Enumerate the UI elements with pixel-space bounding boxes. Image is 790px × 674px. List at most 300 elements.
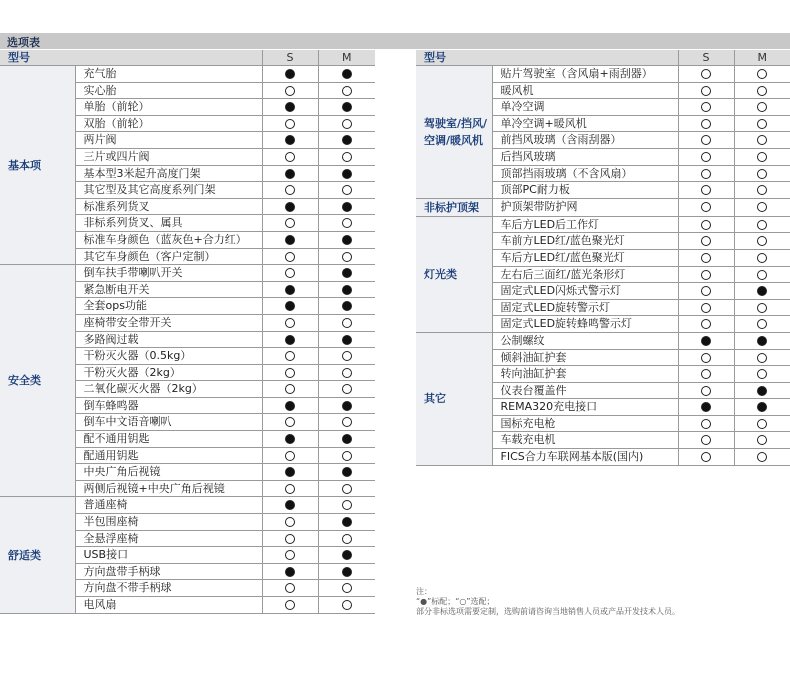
model-m-cell xyxy=(318,248,375,265)
model-s-cell xyxy=(262,281,318,298)
model-s-cell xyxy=(262,381,318,398)
standard-dot-icon xyxy=(285,235,295,245)
option-name: FICS合力车联网基本版(国内) xyxy=(492,449,678,466)
option-name: 倾斜油缸护套 xyxy=(492,349,678,366)
model-header: 型号 xyxy=(0,50,262,66)
model-m-cell xyxy=(318,66,375,83)
model-column-header: M xyxy=(318,50,375,66)
optional-circle-icon xyxy=(757,353,767,363)
model-m-cell xyxy=(318,364,375,381)
option-name: REMA320充电接口 xyxy=(492,399,678,416)
standard-dot-icon xyxy=(342,268,352,278)
model-s-cell xyxy=(262,66,318,83)
model-m-cell xyxy=(318,447,375,464)
optional-circle-icon xyxy=(342,185,352,195)
optional-circle-icon xyxy=(701,185,711,195)
model-m-cell xyxy=(318,480,375,497)
option-name: 基本型3米起升高度门架 xyxy=(75,165,262,182)
option-name: 倒车中文语音喇叭 xyxy=(75,414,262,431)
optional-circle-icon xyxy=(757,202,767,212)
option-name: 电风扇 xyxy=(75,597,262,614)
header-row xyxy=(416,50,790,66)
model-s-cell xyxy=(678,382,734,399)
model-s-cell xyxy=(262,547,318,564)
model-m-cell xyxy=(734,432,790,449)
standard-dot-icon xyxy=(342,285,352,295)
model-m-cell xyxy=(734,182,790,199)
left-options-table xyxy=(0,50,375,614)
model-s-cell xyxy=(262,530,318,547)
model-s-cell xyxy=(678,449,734,466)
model-s-cell xyxy=(678,432,734,449)
optional-circle-icon xyxy=(285,351,295,361)
optional-circle-icon xyxy=(285,368,295,378)
standard-dot-icon xyxy=(342,335,352,345)
option-name: 倒车蜂鸣器 xyxy=(75,397,262,414)
category-label: 安全类 xyxy=(0,265,75,497)
model-s-cell xyxy=(678,198,734,216)
model-s-cell xyxy=(262,480,318,497)
model-s-cell xyxy=(678,283,734,300)
standard-dot-icon xyxy=(757,336,767,346)
model-s-cell xyxy=(262,265,318,282)
option-name: 贴片驾驶室（含风扇+雨刮器） xyxy=(492,66,678,83)
category-label: 舒适类 xyxy=(0,497,75,613)
optional-circle-icon xyxy=(701,419,711,429)
optional-circle-icon xyxy=(701,202,711,212)
model-m-cell xyxy=(734,415,790,432)
option-name: 固定式LED闪烁式警示灯 xyxy=(492,283,678,300)
model-s-cell xyxy=(678,165,734,182)
optional-circle-icon xyxy=(342,384,352,394)
option-name: 配不通用钥匙 xyxy=(75,431,262,448)
model-s-cell xyxy=(678,148,734,165)
model-m-cell xyxy=(318,165,375,182)
model-m-cell xyxy=(318,314,375,331)
optional-circle-icon xyxy=(757,369,767,379)
optional-circle-icon xyxy=(757,86,767,96)
option-name: 车前方LED红/蓝色聚光灯 xyxy=(492,233,678,250)
model-m-cell xyxy=(318,414,375,431)
table-row xyxy=(0,66,375,83)
model-m-cell xyxy=(318,265,375,282)
optional-circle-icon xyxy=(285,534,295,544)
optional-circle-icon xyxy=(701,119,711,129)
optional-circle-icon xyxy=(757,152,767,162)
optional-circle-icon xyxy=(701,86,711,96)
option-name: 座椅带安全带开关 xyxy=(75,314,262,331)
model-column-header: M xyxy=(734,50,790,66)
model-m-cell xyxy=(318,148,375,165)
right-options-table xyxy=(416,50,790,466)
model-m-cell xyxy=(318,281,375,298)
option-name: 单冷空调 xyxy=(492,99,678,116)
optional-circle-icon xyxy=(757,185,767,195)
model-s-cell xyxy=(678,115,734,132)
optional-circle-icon xyxy=(285,318,295,328)
category-label: 基本项 xyxy=(0,66,75,265)
model-m-cell xyxy=(734,266,790,283)
optional-circle-icon xyxy=(285,517,295,527)
optional-circle-icon xyxy=(342,368,352,378)
optional-circle-icon xyxy=(757,169,767,179)
optional-circle-icon xyxy=(285,268,295,278)
model-s-cell xyxy=(262,364,318,381)
standard-dot-icon xyxy=(701,336,711,346)
model-m-cell xyxy=(734,216,790,233)
optional-circle-icon xyxy=(701,236,711,246)
table-row xyxy=(0,265,375,282)
model-s-cell xyxy=(262,215,318,232)
optional-circle-icon xyxy=(757,69,767,79)
optional-circle-icon xyxy=(342,451,352,461)
model-m-cell xyxy=(734,198,790,216)
option-name: 实心胎 xyxy=(75,82,262,99)
standard-dot-icon xyxy=(342,517,352,527)
model-m-cell xyxy=(318,198,375,215)
option-name: 标准系列货叉 xyxy=(75,198,262,215)
model-s-cell xyxy=(262,497,318,514)
optional-circle-icon xyxy=(757,119,767,129)
standard-dot-icon xyxy=(285,500,295,510)
model-s-cell xyxy=(262,514,318,531)
model-s-cell xyxy=(678,216,734,233)
model-m-cell xyxy=(734,349,790,366)
standard-dot-icon xyxy=(285,467,295,477)
option-name: 中央广角后视镜 xyxy=(75,464,262,481)
optional-circle-icon xyxy=(285,484,295,494)
optional-circle-icon xyxy=(342,318,352,328)
optional-circle-icon xyxy=(701,220,711,230)
optional-circle-icon xyxy=(701,435,711,445)
option-name: 方向盘不带手柄球 xyxy=(75,580,262,597)
model-s-cell xyxy=(678,82,734,99)
model-s-cell xyxy=(262,331,318,348)
model-m-cell xyxy=(318,182,375,199)
model-s-cell xyxy=(262,298,318,315)
model-m-cell xyxy=(318,497,375,514)
model-m-cell xyxy=(734,283,790,300)
option-name: 全套ops功能 xyxy=(75,298,262,315)
optional-circle-icon xyxy=(285,583,295,593)
optional-circle-icon xyxy=(757,236,767,246)
model-s-cell xyxy=(678,182,734,199)
option-name: 半包围座椅 xyxy=(75,514,262,531)
model-m-cell xyxy=(734,233,790,250)
standard-dot-icon xyxy=(342,434,352,444)
option-name: 国标充电枪 xyxy=(492,415,678,432)
model-m-cell xyxy=(318,348,375,365)
standard-dot-icon xyxy=(342,550,352,560)
optional-circle-icon xyxy=(701,386,711,396)
option-name: 其它型及其它高度系列门架 xyxy=(75,182,262,199)
standard-dot-icon xyxy=(285,335,295,345)
standard-dot-icon xyxy=(342,169,352,179)
optional-circle-icon xyxy=(342,86,352,96)
option-name: 三片或四片阀 xyxy=(75,148,262,165)
option-name: 普通座椅 xyxy=(75,497,262,514)
model-s-cell xyxy=(262,182,318,199)
optional-circle-icon xyxy=(757,319,767,329)
standard-dot-icon xyxy=(342,69,352,79)
model-m-cell xyxy=(318,431,375,448)
model-m-cell xyxy=(734,66,790,83)
optional-circle-icon xyxy=(701,286,711,296)
option-name: 转向油缸护套 xyxy=(492,366,678,383)
model-s-cell xyxy=(262,348,318,365)
optional-circle-icon xyxy=(342,600,352,610)
model-s-cell xyxy=(262,414,318,431)
model-s-cell xyxy=(262,464,318,481)
optional-circle-icon xyxy=(342,252,352,262)
model-s-cell xyxy=(262,597,318,614)
standard-dot-icon xyxy=(342,235,352,245)
option-name: 充气胎 xyxy=(75,66,262,83)
option-name: 方向盘带手柄球 xyxy=(75,563,262,580)
model-s-cell xyxy=(262,248,318,265)
optional-circle-icon xyxy=(342,119,352,129)
model-s-cell xyxy=(678,332,734,349)
category-label: 灯光类 xyxy=(416,216,492,332)
optional-circle-icon xyxy=(285,119,295,129)
model-m-cell xyxy=(734,99,790,116)
optional-circle-icon xyxy=(285,218,295,228)
optional-circle-icon xyxy=(285,86,295,96)
model-s-cell xyxy=(678,99,734,116)
optional-circle-icon xyxy=(285,600,295,610)
option-name: 双胎（前轮） xyxy=(75,115,262,132)
standard-dot-icon xyxy=(701,402,711,412)
model-m-cell xyxy=(734,382,790,399)
standard-dot-icon xyxy=(285,202,295,212)
optional-circle-icon xyxy=(285,384,295,394)
option-name: 标准车身颜色（蓝灰色+合力红） xyxy=(75,231,262,248)
standard-dot-icon xyxy=(342,401,352,411)
option-name: 顶部挡雨玻璃（不含风扇） xyxy=(492,165,678,182)
standard-dot-icon xyxy=(757,402,767,412)
model-m-cell xyxy=(318,597,375,614)
option-name: 护顶架带防护网 xyxy=(492,198,678,216)
model-s-cell xyxy=(262,231,318,248)
model-s-cell xyxy=(262,580,318,597)
standard-dot-icon xyxy=(342,567,352,577)
model-m-cell xyxy=(734,132,790,149)
model-header: 型号 xyxy=(416,50,678,66)
optional-circle-icon xyxy=(757,452,767,462)
optional-circle-icon xyxy=(701,270,711,280)
model-m-cell xyxy=(318,82,375,99)
page-title: 选项表 xyxy=(7,36,40,49)
model-m-cell xyxy=(318,530,375,547)
option-name: 其它车身颜色（客户定制） xyxy=(75,248,262,265)
model-m-cell xyxy=(318,215,375,232)
model-s-cell xyxy=(678,399,734,416)
footnote xyxy=(416,587,680,617)
model-column-header: S xyxy=(262,50,318,66)
optional-circle-icon xyxy=(342,534,352,544)
model-m-cell xyxy=(318,464,375,481)
model-m-cell xyxy=(318,298,375,315)
option-name: 单胎（前轮） xyxy=(75,99,262,116)
model-s-cell xyxy=(678,366,734,383)
optional-circle-icon xyxy=(701,319,711,329)
model-s-cell xyxy=(262,165,318,182)
standard-dot-icon xyxy=(757,386,767,396)
model-s-cell xyxy=(262,115,318,132)
model-m-cell xyxy=(734,366,790,383)
footnote-label: 注： xyxy=(416,587,432,596)
model-s-cell xyxy=(262,99,318,116)
model-m-cell xyxy=(734,332,790,349)
optional-circle-icon xyxy=(757,419,767,429)
optional-circle-icon xyxy=(701,69,711,79)
model-m-cell xyxy=(734,399,790,416)
optional-circle-icon xyxy=(701,303,711,313)
optional-circle-icon xyxy=(701,452,711,462)
optional-circle-icon xyxy=(757,253,767,263)
model-s-cell xyxy=(262,447,318,464)
model-m-cell xyxy=(318,563,375,580)
standard-dot-icon xyxy=(342,301,352,311)
table-row xyxy=(416,332,790,349)
model-s-cell xyxy=(678,349,734,366)
model-s-cell xyxy=(262,563,318,580)
model-m-cell xyxy=(734,249,790,266)
optional-circle-icon xyxy=(757,102,767,112)
category-label: 非标护顶架 xyxy=(416,198,492,216)
model-m-cell xyxy=(734,299,790,316)
footnote-text: 部分非标选项需要定制，选购前请咨询当地销售人员或产品开发技术人员。 xyxy=(416,607,680,616)
optional-circle-icon xyxy=(757,303,767,313)
category-label: 其它 xyxy=(416,332,492,465)
model-s-cell xyxy=(678,249,734,266)
optional-circle-icon xyxy=(285,417,295,427)
model-s-cell xyxy=(678,266,734,283)
model-m-cell xyxy=(318,115,375,132)
model-m-cell xyxy=(318,231,375,248)
option-name: 仪表台覆盖件 xyxy=(492,382,678,399)
model-m-cell xyxy=(734,165,790,182)
standard-dot-icon xyxy=(285,285,295,295)
title-bar xyxy=(0,33,790,49)
standard-dot-icon xyxy=(285,69,295,79)
option-name: 前挡风玻璃（含雨刮器） xyxy=(492,132,678,149)
option-name: 配通用钥匙 xyxy=(75,447,262,464)
optional-circle-icon xyxy=(701,135,711,145)
option-name: 干粉灭火器（0.5kg） xyxy=(75,348,262,365)
optional-circle-icon xyxy=(285,550,295,560)
model-s-cell xyxy=(678,316,734,333)
optional-circle-icon xyxy=(342,500,352,510)
optional-circle-icon xyxy=(757,220,767,230)
model-s-cell xyxy=(262,397,318,414)
model-s-cell xyxy=(678,132,734,149)
optional-circle-icon xyxy=(757,135,767,145)
optional-circle-icon xyxy=(342,218,352,228)
category-label: 驾驶室/挡风/空调/暖风机 xyxy=(416,66,492,199)
standard-dot-icon xyxy=(757,286,767,296)
optional-circle-icon xyxy=(342,583,352,593)
option-name: 固定式LED旋转警示灯 xyxy=(492,299,678,316)
model-m-cell xyxy=(318,381,375,398)
table-row xyxy=(0,497,375,514)
model-m-cell xyxy=(734,82,790,99)
optional-circle-icon xyxy=(701,152,711,162)
model-s-cell xyxy=(678,233,734,250)
model-s-cell xyxy=(262,198,318,215)
table-row xyxy=(416,216,790,233)
model-s-cell xyxy=(262,431,318,448)
option-name: 两片阀 xyxy=(75,132,262,149)
model-m-cell xyxy=(318,547,375,564)
optional-circle-icon xyxy=(342,152,352,162)
option-name: 多路阀过载 xyxy=(75,331,262,348)
standard-dot-icon xyxy=(285,135,295,145)
option-name: 公制螺纹 xyxy=(492,332,678,349)
optional-circle-icon xyxy=(285,451,295,461)
standard-dot-icon xyxy=(342,202,352,212)
option-name: 车载充电机 xyxy=(492,432,678,449)
option-name: 干粉灭火器（2kg） xyxy=(75,364,262,381)
standard-dot-icon xyxy=(285,401,295,411)
model-m-cell xyxy=(318,132,375,149)
option-name: 后挡风玻璃 xyxy=(492,148,678,165)
option-name: 非标系列货叉、属具 xyxy=(75,215,262,232)
optional-circle-icon xyxy=(701,253,711,263)
optional-circle-icon xyxy=(342,484,352,494)
model-s-cell xyxy=(262,314,318,331)
model-m-cell xyxy=(734,115,790,132)
option-name: 固定式LED旋转蜂鸣警示灯 xyxy=(492,316,678,333)
option-name: 暖风机 xyxy=(492,82,678,99)
option-name: 倒车扶手带喇叭开关 xyxy=(75,265,262,282)
table-row xyxy=(416,66,790,83)
option-name: 左右后三面红/蓝光条形灯 xyxy=(492,266,678,283)
table-row xyxy=(416,198,790,216)
header-row xyxy=(0,50,375,66)
option-name: 紧急断电开关 xyxy=(75,281,262,298)
model-m-cell xyxy=(318,580,375,597)
optional-circle-icon xyxy=(701,369,711,379)
optional-circle-icon xyxy=(285,185,295,195)
model-m-cell xyxy=(734,316,790,333)
standard-dot-icon xyxy=(285,567,295,577)
optional-circle-icon xyxy=(701,353,711,363)
model-m-cell xyxy=(318,99,375,116)
model-s-cell xyxy=(262,132,318,149)
optional-circle-icon xyxy=(342,351,352,361)
option-name: 全悬浮座椅 xyxy=(75,530,262,547)
standard-dot-icon xyxy=(342,135,352,145)
option-name: 单冷空调+暖风机 xyxy=(492,115,678,132)
optional-circle-icon xyxy=(342,417,352,427)
model-column-header: S xyxy=(678,50,734,66)
option-name: 车后方LED后工作灯 xyxy=(492,216,678,233)
model-s-cell xyxy=(678,299,734,316)
option-name: 顶部PC耐力板 xyxy=(492,182,678,199)
optional-circle-icon xyxy=(285,252,295,262)
optional-circle-icon xyxy=(701,102,711,112)
optional-circle-icon xyxy=(757,435,767,445)
option-name: 车后方LED红/蓝色聚光灯 xyxy=(492,249,678,266)
optional-circle-icon xyxy=(701,169,711,179)
model-s-cell xyxy=(262,148,318,165)
optional-circle-icon xyxy=(757,270,767,280)
standard-dot-icon xyxy=(342,102,352,112)
standard-dot-icon xyxy=(285,434,295,444)
footnote-legend: “●”标配；“○”选配； xyxy=(416,597,495,606)
option-name: 两侧后视镜+中央广角后视镜 xyxy=(75,480,262,497)
